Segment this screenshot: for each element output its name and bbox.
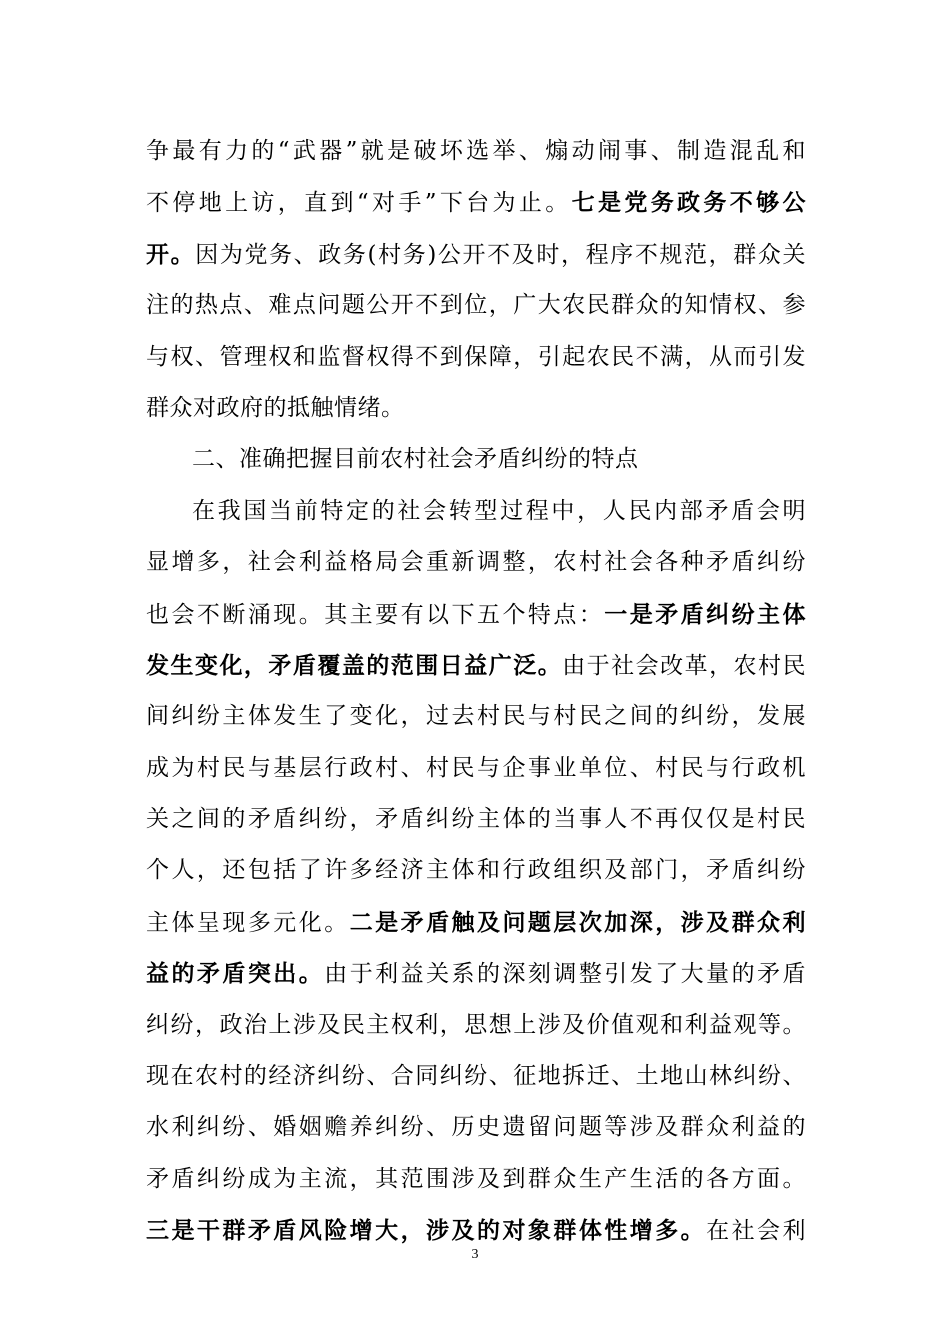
text-run: 因为党务、政务(村务)公开不及时，程序不规范，群众关 (195, 241, 807, 268)
text-line (146, 486, 806, 537)
bold-text-run: 开。 (146, 240, 196, 268)
bold-text-run: 发生变化，矛盾覆盖的范围日益广泛。 (146, 651, 563, 679)
text-run: 矛盾纠纷成为主流，其范围涉及到群众生产生活的各方面。 (146, 1165, 806, 1192)
text-line (146, 1051, 806, 1102)
bold-text-run: 七是党务政务不够公 (571, 189, 806, 217)
text-run: 水利纠纷、婚姻赡养纠纷、历史遗留问题等涉及群众利益的 (146, 1114, 806, 1141)
text-line (146, 845, 806, 896)
text-line (146, 897, 806, 948)
text-run: 个人，还包括了许多经济主体和行政组织及部门，矛盾纠纷 (146, 857, 806, 884)
text-run: 成为村民与基层行政村、村民与企事业单位、村民与行政机 (146, 754, 806, 781)
section-heading (146, 434, 806, 485)
text-line (146, 229, 806, 280)
text-run: 由于利益关系的深刻调整引发了大量的矛盾 (324, 961, 807, 988)
text-run: 群众对政府的抵触情绪。 (146, 394, 405, 421)
text-run: 注的热点、难点问题公开不到位，广大农民群众的知情权、参 (146, 292, 806, 319)
heading-text: 二、准确把握目前农村社会矛盾纠纷的特点 (192, 446, 639, 473)
text-run: 现在农村的经济纠纷、合同纠纷、征地拆迁、土地山林纠纷、 (146, 1063, 806, 1090)
text-run: 间纠纷主体发生了变化，过去村民与村民之间的纠纷，发展 (146, 703, 806, 730)
bold-text-run: 益的矛盾突出。 (146, 960, 325, 988)
text-run: 也会不断涌现。其主要有以下五个特点： (146, 601, 605, 628)
text-line (146, 1102, 806, 1153)
text-line (146, 383, 806, 434)
text-run: 在我国当前特定的社会转型过程中，人民内部矛盾会明 (192, 497, 806, 524)
bold-text-run: 一是矛盾纠纷主体 (604, 600, 807, 628)
text-run: 由于社会改革，农村民 (562, 652, 807, 679)
text-run: 争最有力的“武器”就是破坏选举、煽动闹事、制造混乱和 (146, 138, 806, 164)
text-line (146, 1000, 806, 1051)
text-line (146, 1154, 806, 1205)
text-run: 在社会利 (706, 1218, 807, 1245)
text-line (146, 948, 806, 999)
text-run: 显增多，社会利益格局会重新调整，农村社会各种矛盾纠纷 (146, 549, 806, 576)
text-line (146, 640, 806, 691)
text-line (146, 126, 806, 177)
text-line (146, 332, 806, 383)
page-number: 3 (471, 1247, 479, 1262)
text-line (146, 794, 806, 845)
text-line (146, 280, 806, 331)
bold-text-run: 二是矛盾触及问题层次加深，涉及群众利 (349, 908, 807, 936)
text-line (146, 537, 806, 588)
text-run: 主体呈现多元化。 (146, 909, 350, 936)
text-line (146, 743, 806, 794)
document-body (146, 126, 806, 1257)
text-run: 与权、管理权和监督权得不到保障，引起农民不满，从而引发 (146, 343, 806, 370)
text-run: 纠纷，政治上涉及民主权利，思想上涉及价值观和利益观等。 (146, 1011, 806, 1038)
text-run: 关之间的矛盾纠纷，矛盾纠纷主体的当事人不再仅仅是村民 (146, 806, 806, 833)
text-line (146, 589, 806, 640)
bold-text-run: 三是干群矛盾风险增大，涉及的对象群体性增多。 (146, 1217, 707, 1245)
text-line (146, 691, 806, 742)
text-run: 不停地上访，直到“对手”下台为止。 (146, 190, 572, 217)
text-line (146, 177, 806, 228)
